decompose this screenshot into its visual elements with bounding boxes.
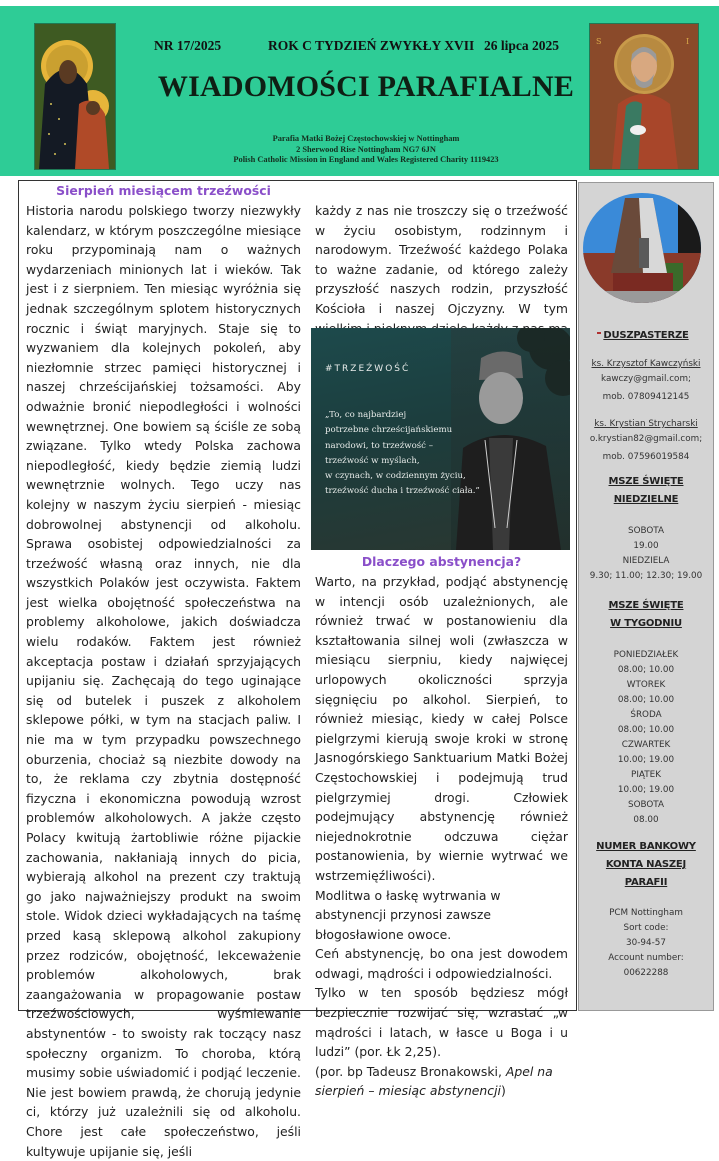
sunday-mass-day: NIEDZIELA	[622, 556, 670, 566]
our-lady-icon-image	[34, 23, 116, 170]
bank-heading-1: NUMER BANKOWY	[596, 841, 696, 852]
bank-heading-3: PARAFII	[624, 877, 668, 888]
address-line: Parafia Matki Bożej Częstochowskiej w Nottingham	[272, 134, 460, 143]
hashtag-label: #TRZEŹWOŚĆ	[325, 364, 411, 374]
svg-text:S: S	[596, 37, 602, 46]
pastor-2-email[interactable]: o.krystian82@gmail.com;	[589, 434, 703, 444]
citation-suffix: )	[500, 1083, 506, 1099]
article-continuation: każdy z nas nie troszczy się o trzeźwość w życiu osobistym, rodzinnym i narodowym. Trzeźwość każdego Polaka to ważne zadanie, od którego zależy przyszłość naszych rodzin, przyszłość Kościoła i naszej Ojczyzny. W tym	[315, 203, 568, 316]
article-title-abstynencja: Dlaczego abstynencja?	[361, 554, 522, 569]
address-line: Polish Catholic Mission in England and Wales Registered Charity 1119423	[233, 155, 499, 164]
saint-joseph-icon-image	[589, 23, 699, 170]
our-lady-icon	[35, 24, 115, 169]
sunday-mass-times: 19.00	[633, 541, 659, 551]
weekday-mass-day: WTOREK	[626, 680, 666, 690]
sunday-mass-heading-2: NIEDZIELNE	[613, 494, 679, 505]
quote-text: „To, co najbardziej potrzebne chrześcijańskiemu narodowi, to trzeźwość – trzeźwość w myślach, w czynach, w codziennym życiu, trzeźwość ducha i trzeźwość ciała.”	[325, 410, 480, 497]
weekday-mass-day: CZWARTEK	[621, 740, 671, 750]
article-paragraph: Historia narodu polskiego tworzy niezwykły kalendarz, w którym poszczególne miesiące roku przypominają nam o ważnych wydarzeniach minionych lat i wieków. Tak jest i z sierpniem. Ten miesiąc wyróżnia się jednak szczególnym splotem historycznych rocznic i świąt maryjnych. Staje się to wyzwaniem dla kolejnych pokoleń, aby niezłomnie strzec pamięci historycznej i naszej chrześcijańskiej tożsamości. Aby odważnie bronić niepodległości i wolności wewnętrznej. One bowiem są ściśle ze sobą związane. Tylko wtedy Polska zachowa niepodległość, kiedy będzie ziemią ludzi wewnętrznie wolnych. Tego uczy nas kolejny w naszym życiu sierpień - miesiąc dobrowolnej abstynencji od alkoholu. Sprawa osobistej odpowiedzialności za trzeźwość własną oraz innych, nie dla wszystkich Polaków jest oczywista. Faktem jest wielka obojętność społeczeństwa na problemy alkoholowe, jakich doświadcza wielu rodaków. Faktem jest również akceptacja postaw i działań sprzyjających upijaniu się. Zachęcają do tego uginające się od butelek i puszek z alkoholem sklepowe półki, w tym na stacjach paliw. I nie ma w tym przypadku powszechnego oburzenia, chociaż są niezbite dowody na to, że reklama czy zbytnia dostępność fizyczna i ekonomiczna powodują wzrost problemów alkoholowych. A jakże często Polacy kwitują żartobliwie różne pijackie zachowania, nakłaniają innych do picia, wybierają alkohol na prezent czy traktują go jako najważniejszy produkt na swoim stole. Widok dzieci wykładających na taśmę przed kasą sklepową alkohol zakupiony przez rodziców, obojętność, lekceważenie problemów alkoholowych, brak zaangażowania w propagowanie postaw trzeźwościowych, wyśmiewanie abstynentów - to swoisty rak toczący nasz społeczny organizm. To choroba, którą musimy sobie uświadomić i podjąć leczenie. Nie jest bowiem prawdą, że chorują jedynie ci, którzy już uzależnili się od alkoholu. Chore jest całe społeczeństwo, jeśli kultywuje upijanie się, jeśli	[26, 203, 301, 1159]
weekday-mass-day: SOBOTA	[627, 800, 665, 810]
address-line: 2 Sherwood Rise Nottingham NG7 6JN	[296, 144, 436, 154]
weekday-mass-times: 08.00	[633, 815, 659, 825]
article2-paragraph: Tylko w ten sposób będziesz mógł bezpiecznie rozwijać się, wzrastać „w mądrości i latach, w łasce u Boga i u ludzi” (por. Łk 2,25).	[315, 985, 568, 1060]
pastor-2-phone: mob. 07596019584	[602, 452, 690, 462]
weekday-mass-times: 08.00; 10.00	[617, 725, 675, 735]
newsletter-title: WIADOMOŚCI PARAFIALNE	[157, 70, 575, 103]
sort-code-value: 30-94-57	[626, 938, 666, 948]
sunday-mass-heading-1: MSZE ŚWIĘTE	[608, 476, 684, 487]
bank-heading-2: KONTA NASZEJ	[605, 859, 687, 870]
weekday-mass-day: PONIEDZIAŁEK	[613, 650, 679, 660]
account-number-value: 00622288	[623, 968, 669, 978]
weekday-mass-times: 08.00; 10.00	[617, 695, 675, 705]
article2-paragraph: Warto, na przykład, podjąć abstynencję w intencji osób uzależnionych, ale również trwać w postanowieniu dla kształtowania silnej woli (zwłaszcza w miesiącu sierpniu, kiedy najwięcej urlopowych okoliczności sprzyja sięgnięciu po alkohol. Sierpień, to również miesiąc, kiedy w całej Polsce pielgrzymi kierują swoje kroki w stronę Jasnogórskiego Sanktuarium Matki Bożej Częstochowskiej i podejmują trud pielgrzymiej drogi. Człowiek podejmujący abstynencję również niejednokrotnie odczuwa ciężar postanowienia, by wiernie wytrwać we wstrzemięźliwości).	[315, 574, 568, 883]
article2-body	[315, 572, 568, 1101]
citation-prefix: (por. bp Tadeusz Bronakowski,	[315, 1063, 506, 1079]
church-photo	[583, 193, 701, 303]
sunday-mass-times: 9.30; 11.00; 12.30; 19.00	[589, 571, 703, 581]
pastor-1-name: ks. Krzysztof Kawczyński	[591, 359, 701, 369]
liturgical-week: ROK C TYDZIEŃ ZWYKŁY XVII	[268, 38, 475, 53]
issue-number: NR 17/2025	[154, 38, 222, 53]
article-title-sierpien: Sierpień miesiącem trzeźwości	[56, 183, 271, 198]
article-body-left	[26, 201, 301, 1161]
weekday-mass-heading-2: W TYGODNIU	[610, 618, 682, 629]
account-number-label: Account number:	[608, 953, 684, 963]
bank-name: PCM Nottingham	[609, 908, 683, 918]
weekday-mass-day: PIĄTEK	[631, 770, 661, 780]
church-building-image	[583, 193, 701, 303]
article2-citation	[315, 1062, 568, 1101]
pastor-1-phone: mob. 07809412145	[602, 392, 690, 402]
citation-title: Apel na sierpień – miesiąc abstynencji	[315, 1063, 553, 1099]
sunday-mass-day: SOBOTA	[627, 526, 665, 536]
article2-paragraph: Modlitwa o łaskę wytrwania w abstynencji przynosi zawsze błogosławione owoce.	[315, 887, 501, 942]
saint-joseph-icon	[590, 24, 698, 169]
sort-code-label: Sort code:	[623, 923, 669, 933]
weekday-mass-times: 10.00; 19.00	[617, 755, 675, 765]
parish-address	[146, 134, 586, 166]
svg-text:I: I	[686, 37, 690, 46]
pastor-1-email[interactable]: kawczy@gmail.com;	[601, 374, 691, 384]
article2-paragraph: Ceń abstynencję, bo ona jest dowodem odwagi, mądrości i odpowiedzialności.	[315, 946, 568, 981]
weekday-mass-times: 08.00; 10.00	[617, 665, 675, 675]
pastors-heading: DUSZPASTERZE	[603, 330, 689, 341]
pastor-2-name: ks. Krystian Strycharski	[594, 419, 698, 429]
trzezwosc-quote-image	[311, 328, 570, 550]
weekday-mass-heading-1: MSZE ŚWIĘTE	[608, 600, 684, 611]
weekday-mass-times: 10.00; 19.00	[617, 785, 675, 795]
issue-date: 26 lipca 2025	[484, 38, 560, 53]
weekday-mass-day: ŚRODA	[630, 710, 662, 720]
